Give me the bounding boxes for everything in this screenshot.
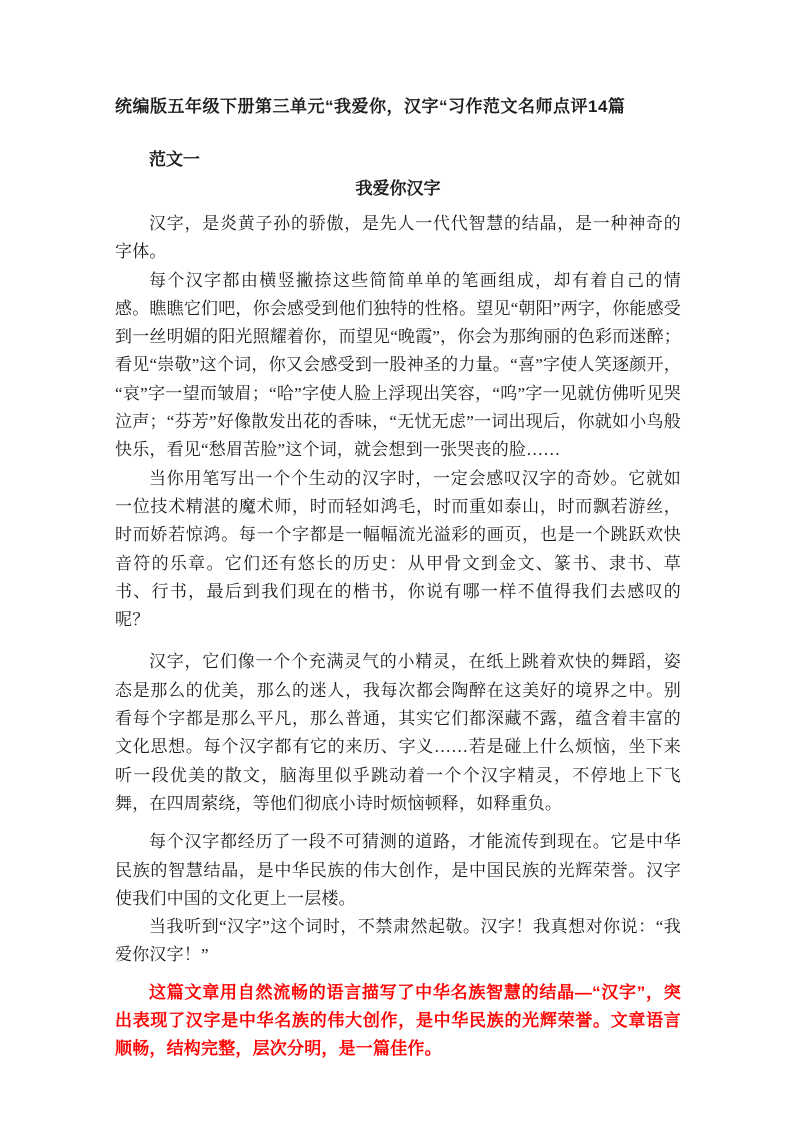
essay-title: 我爱你汉字	[355, 179, 441, 198]
teacher-comment: 这篇文章用自然流畅的语言描写了中华名族智慧的结晶—“汉字”，突出表现了汉字是中华名族的伟大创作，是中华民族的光辉荣誉。文章语言顺畅，结构完整，层次分明，是一篇佳作。	[115, 982, 681, 1059]
essay-paragraph-6: 当我听到“汉字”这个词时，不禁肃然起敬。汉字！我真想对你说：“我爱你汉字！”	[115, 917, 681, 965]
essay-paragraph-3: 当你用笔写出一个个生动的汉字时，一定会感叹汉字的奇妙。它就如一位技术精湛的魔术师，时而轻如鸿毛，时而重如泰山，时而飘若游丝，时而娇若惊鸿。每一个字都是一幅幅流光溢彩的画页，也是一个跳跃欢快音符的乐章。它们还有悠长的历史：从甲骨文到金文、篆书、隶书、草书、行书，最后到我们现在的楷书，你说有哪一样不值得我们去感叹的呢？	[115, 468, 681, 630]
essay-paragraph-5: 每个汉字都经历了一段不可猜测的道路，才能流传到现在。它是中华民族的智慧结晶，是中华民族的伟大创作，是中国民族的光辉荣誉。汉字使我们中国的文化更上一层楼。	[115, 832, 681, 908]
document-header-title: 统编版五年级下册第三单元“我爱你，汉字“习作范文名师点评14篇	[115, 97, 626, 116]
essay-paragraph-2: 每个汉字都由横竖撇捺这些简简单单的笔画组成，却有着自己的情感。瞧瞧它们吧，你会感受到他们独特的性格。望见“朝阳”两字，你能感受到一丝明媚的阳光照耀着你，而望见“晚霞”，你会为那绚丽的色彩而迷醉；看见“崇敬”这个词，你又会感受到一股神圣的力量。“喜”字使人笑逐颜开，“哀”字一望而皱眉；“哈”字使人脸上浮现出笑容，“呜”字一见就仿佛听见哭泣声；“芬芳”好像散发出花的香味，“无忧无虑”一词出现后，你就如小鸟般快乐，看见“愁眉苦脸”这个词，就会想到一张哭丧的脸……	[115, 270, 681, 460]
essay-paragraph-1: 汉字，是炎黄子孙的骄傲，是先人一代代智慧的结晶，是一种神奇的字体。	[115, 214, 681, 262]
document-content	[115, 97, 681, 1064]
essay-paragraph-4: 汉字，它们像一个个充满灵气的小精灵，在纸上跳着欢快的舞蹈，姿态是那么的优美，那么的迷人，我每次都会陶醉在这美好的境界之中。别看每个字都是那么平凡，那么普通，其实它们都深藏不露，蕴含着丰富的文化思想。每个汉字都有它的来历、字义……若是碰上什么烦恼，坐下来听一段优美的散文，脑海里似乎跳动着一个个汉字精灵，不停地上下飞舞，在四周萦绕，等他们彻底小诗时烦恼顿释，如释重负。	[115, 652, 681, 813]
section-label: 范文一	[149, 150, 200, 169]
